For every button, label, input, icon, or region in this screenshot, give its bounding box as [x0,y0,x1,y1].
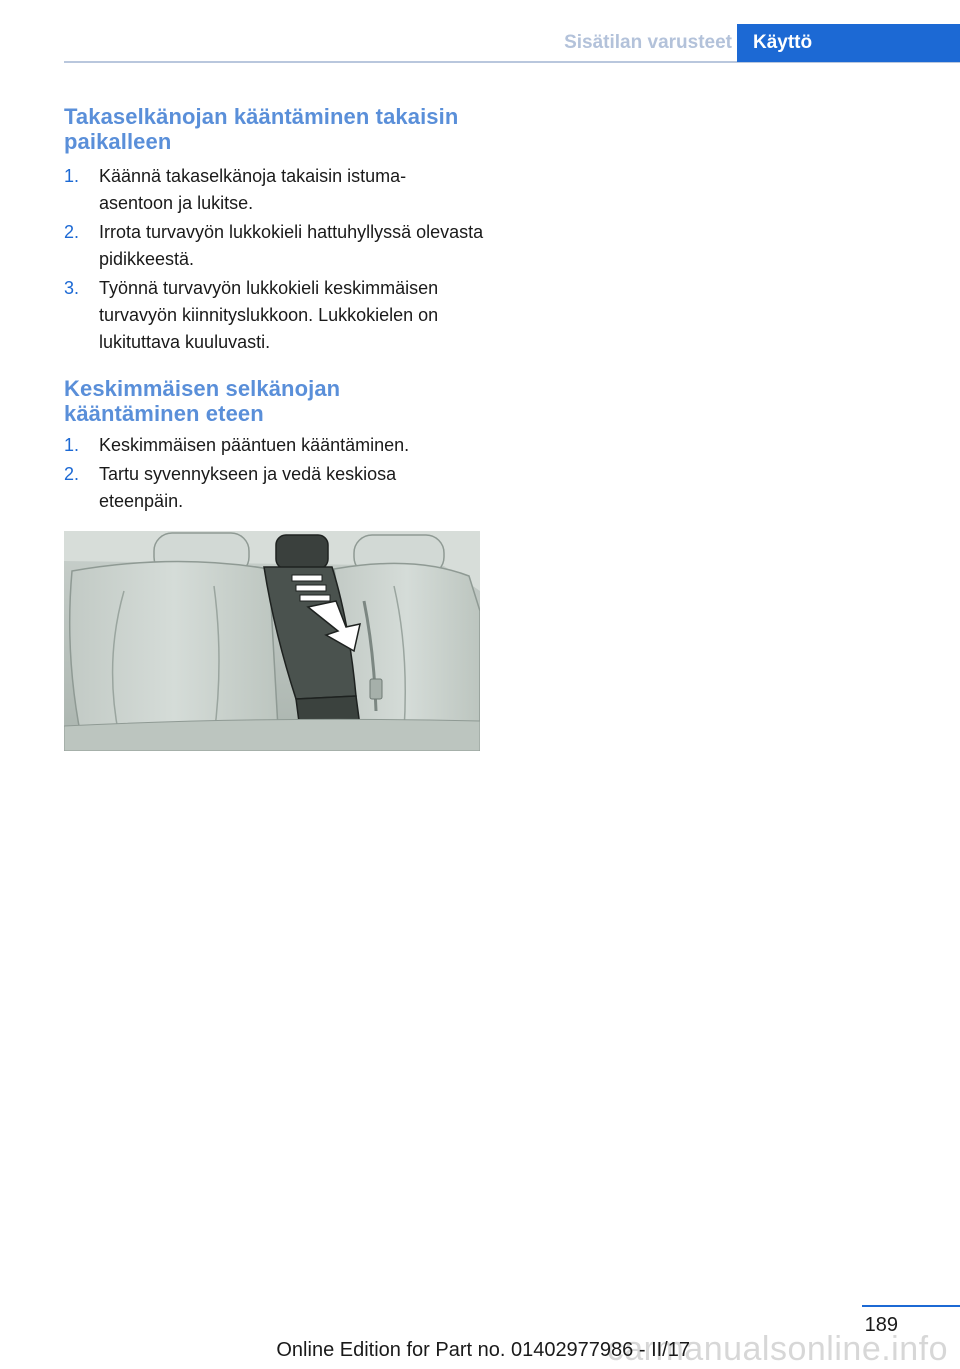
step-list [64,432,484,515]
watermark: carmanualsonline.info [606,1330,948,1368]
step-text: Tartu syvennykseen ja vedä keskiosa eteenpäin. [99,464,397,511]
list-item [64,163,484,217]
breadcrumb[interactable]: Sisätilan varusteet [564,32,732,53]
section-heading: Takaselkänojan kääntäminen takaisin paikalleen [64,104,459,154]
list-item [64,432,484,459]
step-text: Työnnä turvavyön lukkokieli keskimmäisen turvavyön kiinnityslukkoon. Lukkokielen on lukituttava kuuluvasti. [99,278,439,352]
step-text: Käännä takaselkänoja takaisin istuma‐ asentoon ja lukitse. [99,166,407,213]
step-text: Irrota turvavyön lukkokieli hattuhyllyssä olevasta pidikkeestä. [99,222,484,269]
footer-rule [862,1305,960,1307]
step-number: 2. [64,464,80,484]
step-text: Keskimmäisen pääntuen kääntäminen. [99,435,410,455]
section-2 [64,376,484,517]
section-1 [64,104,484,358]
section-heading: Keskimmäisen selkänojan kääntäminen eteen [64,376,341,426]
list-item [64,461,484,515]
step-list [64,163,484,356]
step-number: 1. [64,166,80,186]
rear-seat-illustration [64,531,480,751]
list-item [64,219,484,273]
step-number: 3. [64,278,80,298]
chapter-tab[interactable]: Käyttö [737,24,960,62]
edition-note: Online Edition for Part no. 01402977986 - II/17 [276,1339,690,1361]
step-number: 2. [64,222,80,242]
step-number: 1. [64,435,80,455]
page-number: 189 [864,1314,898,1336]
list-item [64,275,484,356]
